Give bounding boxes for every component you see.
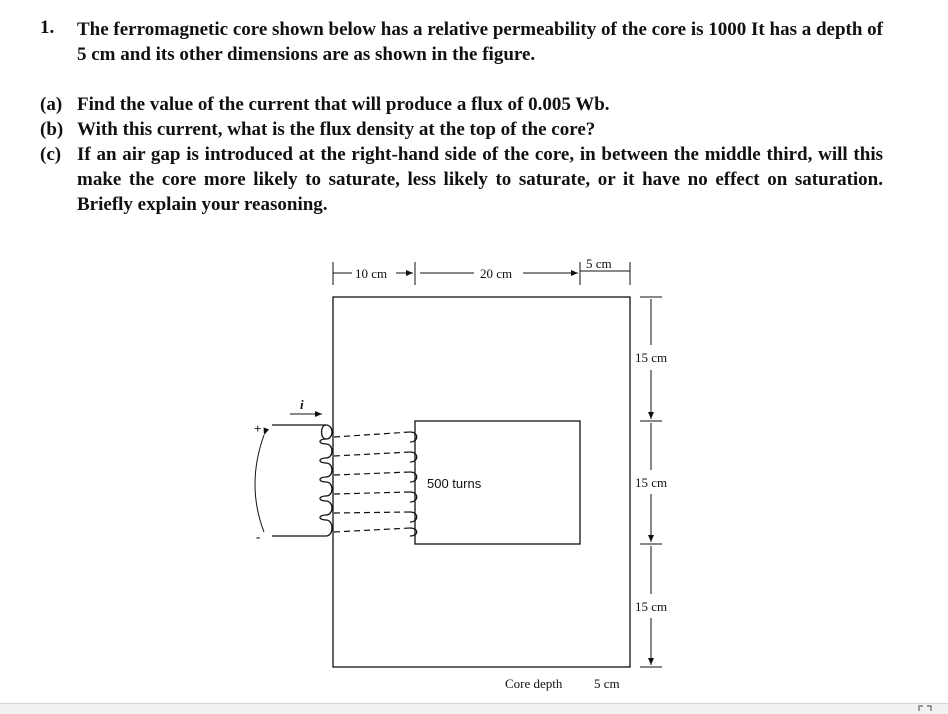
expand-icon[interactable] bbox=[918, 705, 932, 711]
core-depth-value: 5 cm bbox=[594, 676, 620, 691]
part-b-text: With this current, what is the flux density at the top of the core? bbox=[77, 119, 596, 140]
part-a-label: (a) bbox=[40, 94, 63, 115]
part-c-text: If an air gap is introduced at the right-hand side of the core, in between the middle third, will this make the core more likely to saturate, less likely to saturate, or it have no effect on saturation. Briefly explain your reasoning. bbox=[77, 144, 883, 215]
dim-left-label: 10 cm bbox=[355, 266, 388, 281]
question-text: The ferromagnetic core shown below has a relative permeability of the core is 1000 It has a depth of 5 cm and its other dimensions are as shown in the figure. bbox=[77, 19, 884, 65]
minus-sign: - bbox=[256, 529, 261, 544]
bottom-scrollbar[interactable] bbox=[0, 703, 948, 714]
core-depth-label: Core depth bbox=[505, 676, 563, 691]
dim-bottom-label: 15 cm bbox=[635, 599, 668, 614]
dim-top-label: 15 cm bbox=[635, 350, 668, 365]
question-number: 1. bbox=[40, 17, 55, 38]
part-a-text: Find the value of the current that will produce a flux of 0.005 Wb. bbox=[77, 94, 610, 115]
part-c-label: (c) bbox=[40, 144, 62, 165]
coil-hidden-turns bbox=[334, 432, 410, 532]
core-outer bbox=[333, 297, 630, 667]
voltage-arc bbox=[255, 435, 264, 532]
coil bbox=[320, 425, 417, 536]
dim-middle-label: 20 cm bbox=[480, 266, 513, 281]
plus-sign: + bbox=[254, 421, 262, 436]
dim-right-label: 5 cm bbox=[586, 256, 612, 271]
part-b-label: (b) bbox=[40, 119, 64, 140]
current-label: i bbox=[300, 397, 304, 412]
dim-mid-label: 15 cm bbox=[635, 475, 668, 490]
turns-label: 500 turns bbox=[427, 476, 482, 491]
